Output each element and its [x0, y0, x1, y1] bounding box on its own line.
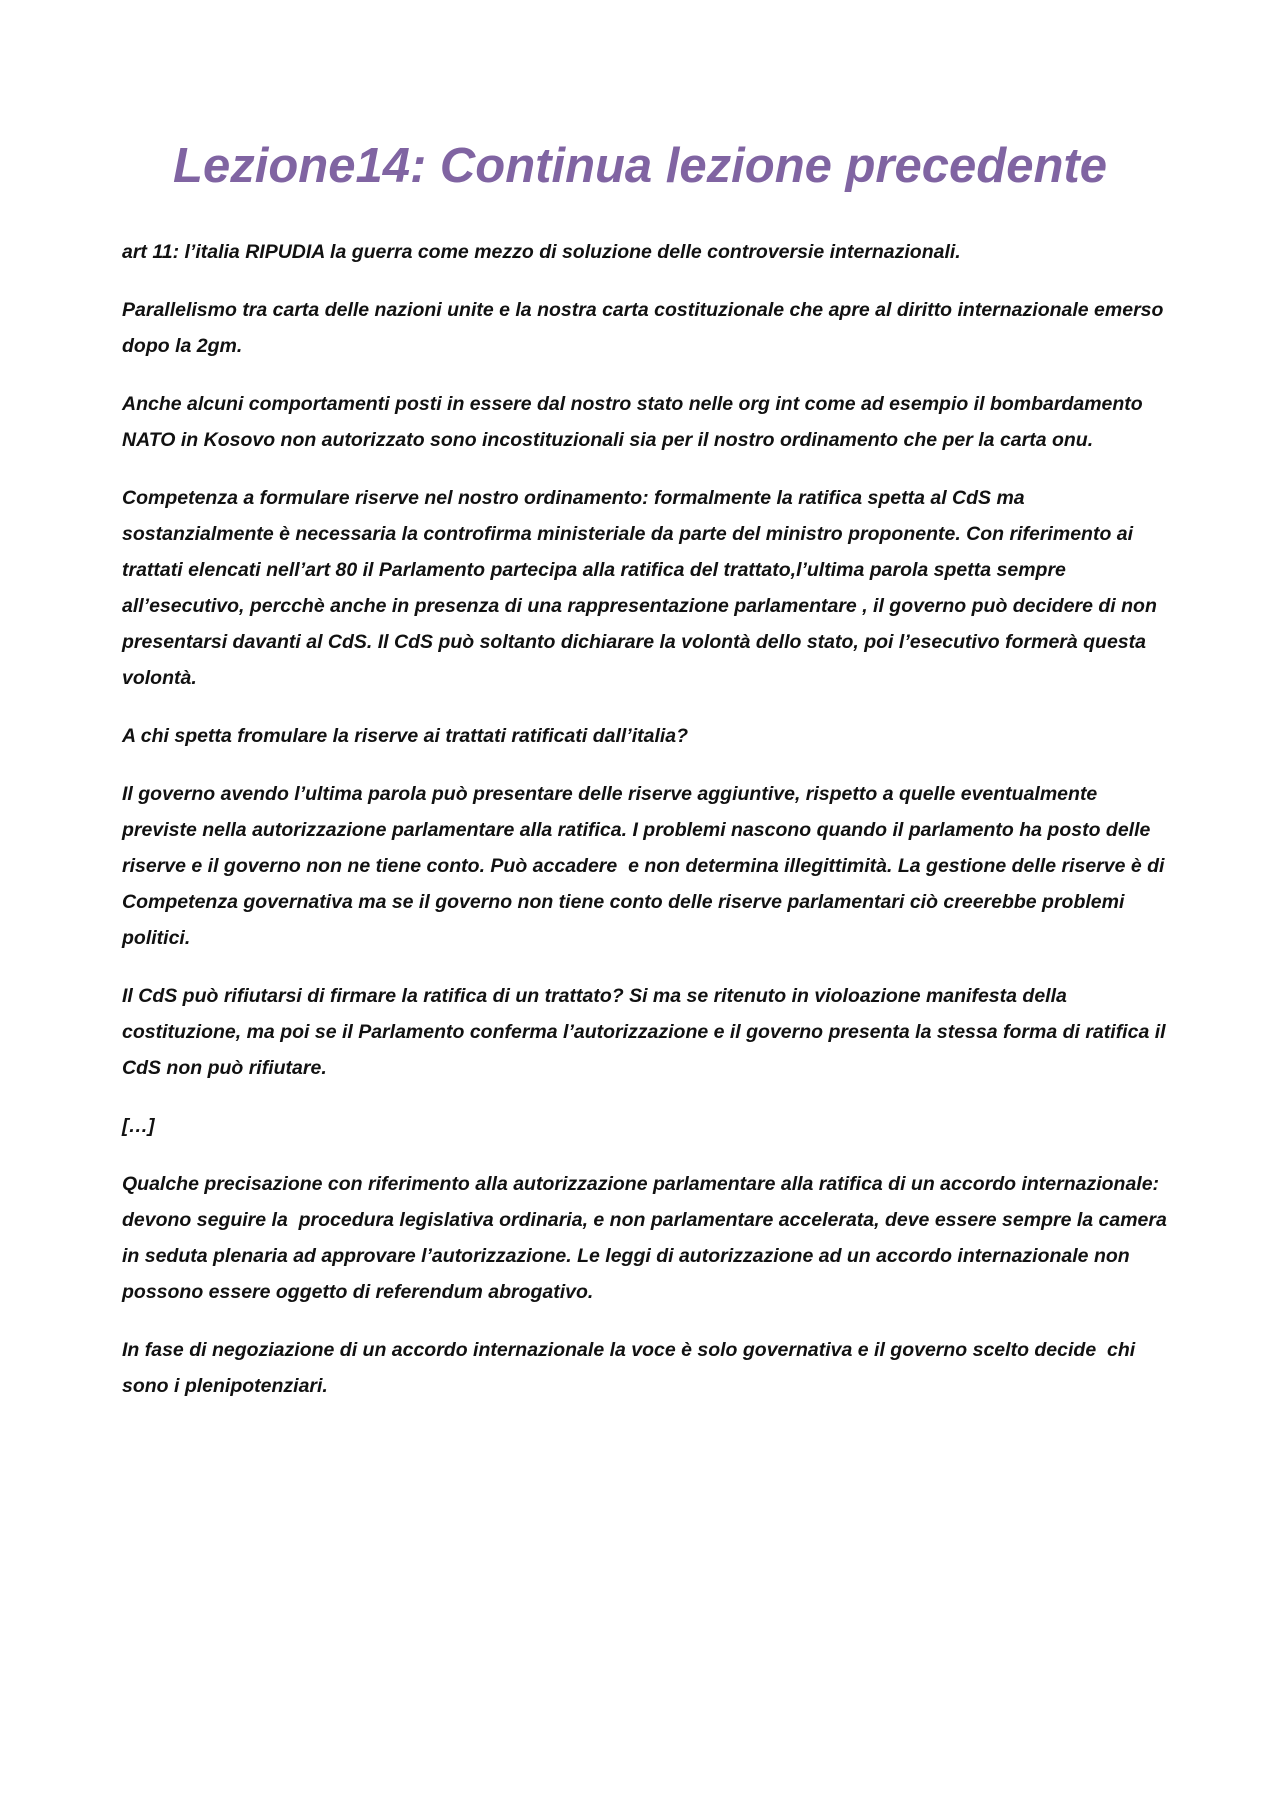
paragraph-autorizzazione: Qualche precisazione con riferimento alla autorizzazione parlamentare alla ratifica di un accordo internazionale: devono seguire la procedura legislativa ordinaria, e non parlamentare accelerata, deve essere sempre la camera in seduta plenaria ad approvare l’autorizzazione. Le leggi di autorizzazione ad un accordo internazionale non possono essere oggetto di referendum abrogativo. — [122, 1173, 1173, 1303]
paragraph-parallelismo: Parallelismo tra carta delle nazioni unite e la nostra carta costituzionale che apre al diritto internazionale emerso dopo la 2gm. — [122, 299, 1169, 357]
page-title: Lezione14: Continua lezione precedente — [173, 139, 1107, 193]
paragraph-governo-riserve: Il governo avendo l’ultima parola può presentare delle riserve aggiuntive, rispetto a quelle eventualmente previste nella autorizzazione parlamentare alla ratifica. I problemi nascono quando il parlamento ha posto delle riserve e il governo non ne tiene conto. Può accadere e non determina illegittimità. La gestione delle riserve è di Competenza governativa ma se il governo non tiene conto delle riserve parlamentari ciò creerebbe problemi politici. — [122, 783, 1170, 949]
paragraph-ellipsis: […] — [122, 1115, 155, 1137]
document-body — [122, 234, 1172, 1426]
paragraph-question-riserve: A chi spetta fromulare la riserve ai trattati ratificati dall’italia? — [122, 725, 689, 747]
paragraph-negoziazione: In fase di negoziazione di un accordo internazionale la voce è solo governativa e il governo scelto decide chi sono i plenipotenziari. — [122, 1339, 1141, 1397]
paragraph-competenza-riserve: Competenza a formulare riserve nel nostro ordinamento: formalmente la ratifica spetta al CdS ma sostanzialmente è necessaria la controfirma ministeriale da parte del ministro proponente. Con riferimento ai trattati elencati nell’art 80 il Parlamento partecipa alla ratifica del trattato,l’ultima parola spetta sempre all’esecutivo, percchè anche in presenza di una rappresentazione parlamentare , il governo può decidere di non presentarsi davanti al CdS. Il CdS può soltanto dichiarare la volontà dello stato, poi l’esecutivo formerà questa volontà. — [122, 487, 1163, 689]
paragraph-art-11: art 11: l’italia RIPUDIA la guerra come mezzo di soluzione delle controversie internazionali. — [122, 241, 961, 263]
paragraph-cds-rifiuto: Il CdS può rifiutarsi di firmare la ratifica di un trattato? Si ma se ritenuto in violoazione manifesta della costituzione, ma poi se il Parlamento conferma l’autorizzazione e il governo presenta la stessa forma di ratifica il CdS non può rifiutare. — [122, 985, 1171, 1079]
paragraph-comportamenti: Anche alcuni comportamenti posti in essere dal nostro stato nelle org int come ad esempio il bombardamento NATO in Kosovo non autorizzato sono incostituzionali sia per il nostro ordinamento che per la carta onu. — [122, 393, 1149, 451]
